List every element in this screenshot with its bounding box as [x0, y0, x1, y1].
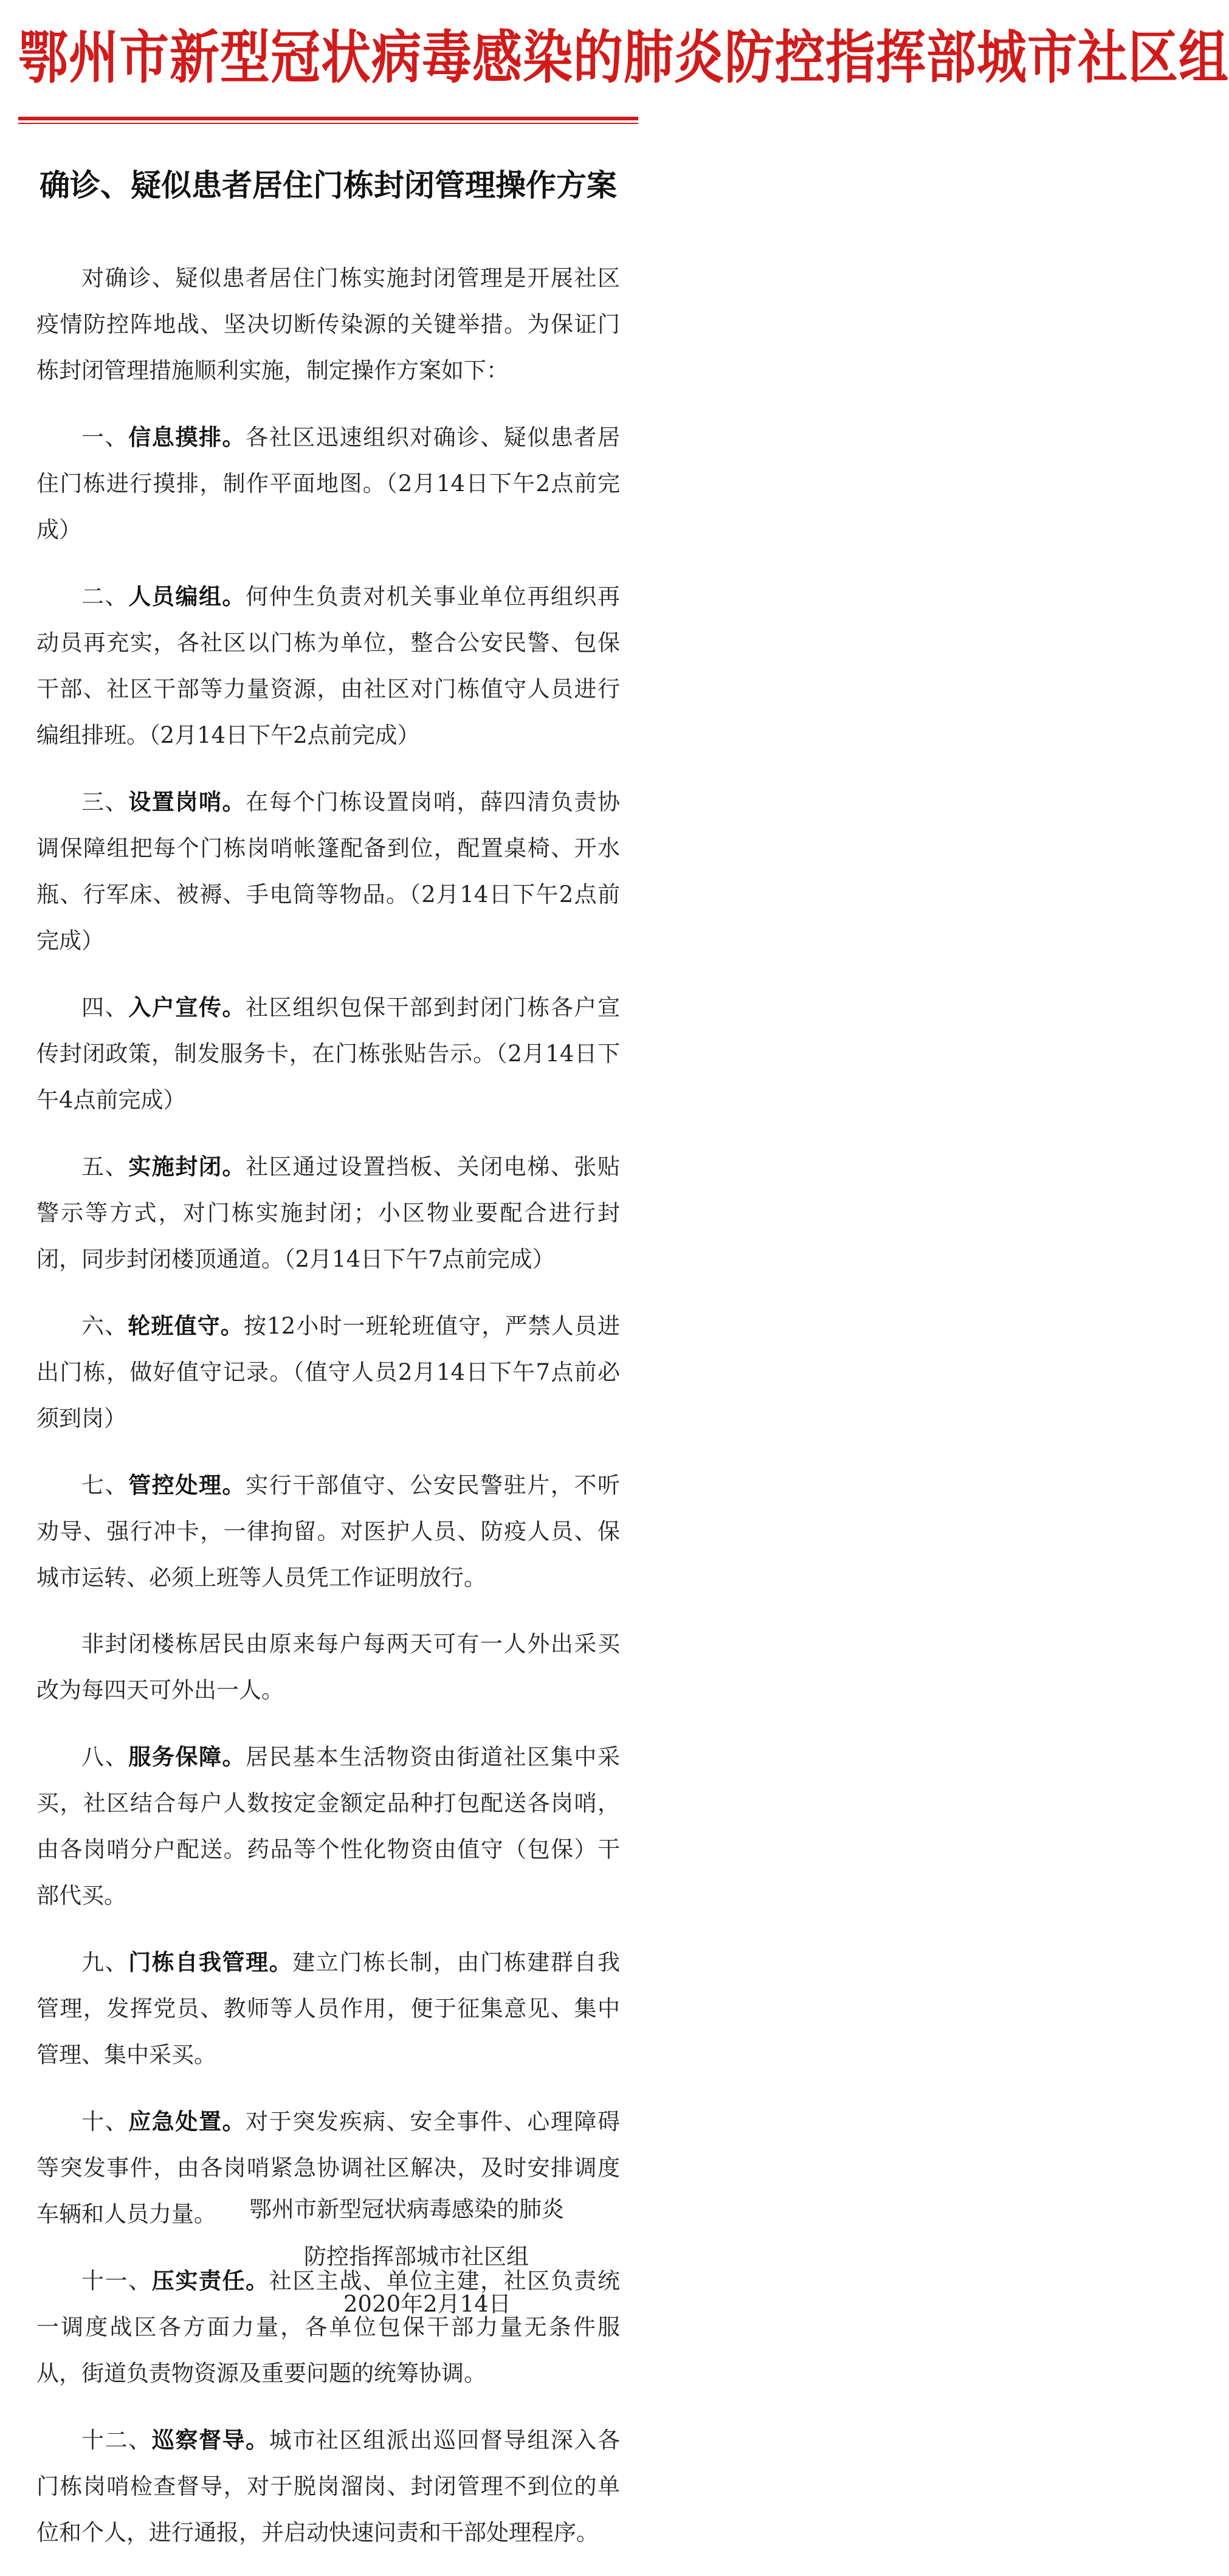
measure-text: 按12小时一班轮班值守，严禁人员进出门栋，做好值守记录。（值守人员2月14日下午7点前必须到岗）: [36, 1313, 620, 1431]
header-red-rule-thick: [18, 117, 638, 120]
measure-paragraph: [36, 1303, 620, 1442]
measure-number: 十、: [81, 2109, 129, 2135]
measure-keyword: 轮班值守。: [128, 1312, 244, 1339]
measure-text: 非封闭楼栋居民由原来每户每两天可有一人外出采买改为每四天可外出一人。: [36, 1631, 620, 1703]
measure-keyword: 入户宣传。: [128, 994, 246, 1021]
measure-paragraph: [36, 2257, 620, 2397]
measure-paragraph: [36, 1621, 620, 1713]
measure-keyword: 门栋自我管理。: [128, 1949, 293, 1975]
measure-number: 五、: [81, 1154, 129, 1180]
measure-number: 十一、: [81, 2268, 152, 2294]
measure-number: 三、: [81, 789, 129, 815]
measure-keyword: 设置岗哨。: [128, 788, 246, 815]
measure-text: 在每个门栋设置岗哨，薛四清负责协调保障组把每个门栋岗哨帐篷配备到位，配置桌椅、开水瓶、行军床、被褥、手电筒等物品。（2月14日下午2点前完成）: [36, 789, 621, 954]
measure-number: 九、: [81, 1949, 129, 1975]
measure-text: 居民基本生活物资由街道社区集中采买，社区结合每户人数按定金额定品种打包配送各岗哨，由各岗哨分户配送。药品等个性化物资由值守（包保）干部代买。: [36, 1744, 621, 1909]
measure-paragraph: [36, 1734, 620, 1919]
measure-keyword: 服务保障。: [128, 1743, 246, 1770]
measure-paragraph: [36, 2417, 620, 2556]
measure-number: 一、: [81, 424, 129, 450]
header-red-rule-thin: [18, 123, 638, 124]
signature-line-2: 防控指挥部城市社区组: [304, 2244, 529, 2270]
document-title: 确诊、疑似患者居住门栋封闭管理操作方案: [40, 167, 617, 203]
measure-text: 社区组织包保干部到封闭门栋各户宣传封闭政策，制发服务卡，在门栋张贴告示。（2月14日下午4点前完成）: [36, 994, 621, 1113]
signature-line-1: 鄂州市新型冠状病毒感染的肺炎: [249, 2196, 564, 2222]
measure-keyword: 管控处理。: [128, 1472, 246, 1498]
measure-paragraph: [36, 1939, 620, 2078]
measure-keyword: 巡察督导。: [151, 2426, 269, 2453]
measure-text: 城市社区组派出巡回督导组深入各门栋岗哨检查督导，对于脱岗溜岗、封闭管理不到位的单位和个人，进行通报，并启动快速问责和干部处理程序。: [36, 2427, 621, 2546]
measure-text: 各社区迅速组织对确诊、疑似患者居住门栋进行摸排，制作平面地图。（2月14日下午2点前完成）: [36, 424, 621, 543]
measure-paragraph: [36, 573, 620, 759]
measure-paragraph: [36, 984, 620, 1123]
measure-number: 七、: [81, 1472, 129, 1498]
measure-keyword: 实施封闭。: [128, 1153, 246, 1180]
measure-number: 四、: [81, 994, 129, 1021]
measure-paragraph: [36, 779, 620, 964]
measure-number: 八、: [81, 1744, 129, 1770]
measure-text: 何仲生负责对机关事业单位再组织再动员再充实，各社区以门栋为单位，整合公安民警、包保干部、社区干部等力量资源，由社区对门栋值守人员进行编组排班。（2月14日下午2点前完成）: [36, 584, 621, 748]
measure-number: 六、: [81, 1313, 128, 1339]
issuing-authority-title: 鄂州市新型冠状病毒感染的肺炎防控指挥部城市社区组: [18, 24, 1229, 92]
intro-paragraph: [36, 255, 620, 394]
measure-text: 社区通过设置挡板、关闭电梯、张贴警示等方式，对门栋实施封闭；小区物业要配合进行封闭，同步封闭楼顶通道。（2月14日下午7点前完成）: [36, 1154, 621, 1272]
measure-keyword: 信息摸排。: [128, 424, 246, 450]
measure-paragraph: [36, 1143, 620, 1283]
measure-text: 社区主战、单位主建，社区负责统一调度战区各方面力量，各单位包保干部力量无条件服从，街道负责物资源及重要问题的统筹协调。: [36, 2268, 621, 2386]
signature-date: 2020年2月14日: [343, 2291, 511, 2317]
measure-keyword: 人员编组。: [128, 583, 246, 610]
measure-keyword: 应急处置。: [128, 2108, 246, 2135]
measure-keyword: 压实责任。: [151, 2267, 269, 2294]
measure-paragraph: [36, 1462, 620, 1601]
measure-text: 建立门栋长制，由门栋建群自我管理，发挥党员、教师等人员作用，便于征集意见、集中管理、集中采买。: [36, 1949, 621, 2068]
measure-number: 十二、: [81, 2427, 152, 2453]
measure-number: 二、: [81, 584, 129, 610]
intro-text: 对确诊、疑似患者居住门栋实施封闭管理是开展社区疫情防控阵地战、坚决切断传染源的关键举措。为保证门栋封闭管理措施顺利实施，制定操作方案如下：: [36, 265, 620, 384]
red-header: [0, 0, 1229, 131]
measure-text: 对于突发疾病、安全事件、心理障碍等突发事件，由各岗哨紧急协调社区解决，及时安排调度车辆和人员力量。: [36, 2109, 621, 2227]
measures-list: [36, 414, 620, 2556]
measure-text: 实行干部值守、公安民警驻片，不听劝导、强行冲卡，一律拘留。对医护人员、防疫人员、保城市运转、必须上班等人员凭工作证明放行。: [36, 1472, 621, 1591]
measure-paragraph: [36, 414, 620, 553]
